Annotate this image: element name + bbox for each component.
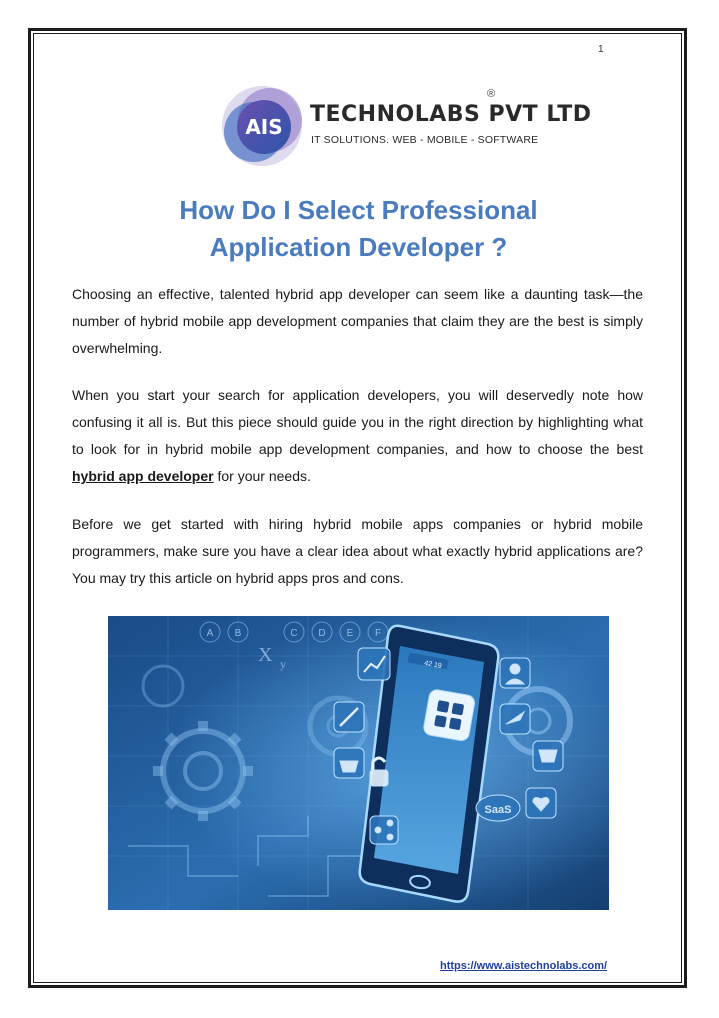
chart-icon — [358, 648, 390, 680]
website-link[interactable]: https://www.aistechnolabs.com/ — [440, 960, 608, 972]
page-title — [70, 192, 647, 266]
apps-grid-icon — [423, 689, 476, 742]
hero-letter-c: C — [290, 628, 298, 639]
hero-axis-x: X — [258, 644, 273, 666]
basket-icon — [334, 748, 364, 778]
logo-wordmark: TECHNOLABS PVT LTD — [310, 102, 592, 127]
hero-letter-e: E — [346, 628, 354, 639]
user-icon — [500, 658, 530, 688]
phone-status: 42 19 — [423, 660, 443, 671]
logo-monogram: AIS — [245, 115, 283, 139]
hero-letter-b: B — [234, 628, 242, 639]
hero-image — [108, 616, 609, 910]
paragraph-before-hiring: Before we get started with hiring hybrid mobile apps companies or hybrid mobile programmers, make sure you have a clear idea about what exactly hybrid applications are? You may try this article on hybrid apps pros and cons. — [72, 516, 643, 586]
tools-icon — [334, 702, 364, 732]
paragraph-search — [72, 382, 643, 490]
saas-badge: SaaS — [484, 804, 512, 816]
hero-letter-a: A — [206, 628, 214, 639]
logo-tagline: IT SOLUTIONS. WEB - MOBILE - SOFTWARE — [311, 134, 539, 146]
hybrid-app-developer-link[interactable]: hybrid app developer — [72, 468, 214, 484]
registered-mark: ® — [487, 88, 496, 100]
company-logo — [220, 82, 592, 172]
dice-icon — [526, 746, 556, 776]
hero-letter-f: F — [374, 628, 382, 639]
paragraph-intro: Choosing an effective, talented hybrid app developer can seem like a daunting task—the number of hybrid mobile app development companies that claim they are the best is simply overwhelming. — [72, 286, 643, 356]
paragraph-search-tail: for your needs. — [213, 468, 311, 484]
logo-emblem — [220, 82, 310, 172]
share-icon — [370, 816, 398, 844]
paragraph-search-text: When you start your search for application developers, you will deservedly note how confusing it all is. But this piece should guide you in the right direction by highlighting what to look for in hybrid mobile app development companies, and how to choose the best — [72, 387, 643, 457]
hero-letter-d: D — [318, 628, 326, 639]
hero-axis-y: y — [280, 657, 286, 671]
page-number: 1 — [598, 44, 604, 55]
title-line-2: Application Developer ? — [209, 232, 508, 262]
hero-illustration — [108, 616, 609, 910]
heart-icon — [526, 788, 556, 818]
airplane-icon — [500, 704, 530, 734]
title-line-1: How Do I Select Professional — [179, 195, 538, 225]
